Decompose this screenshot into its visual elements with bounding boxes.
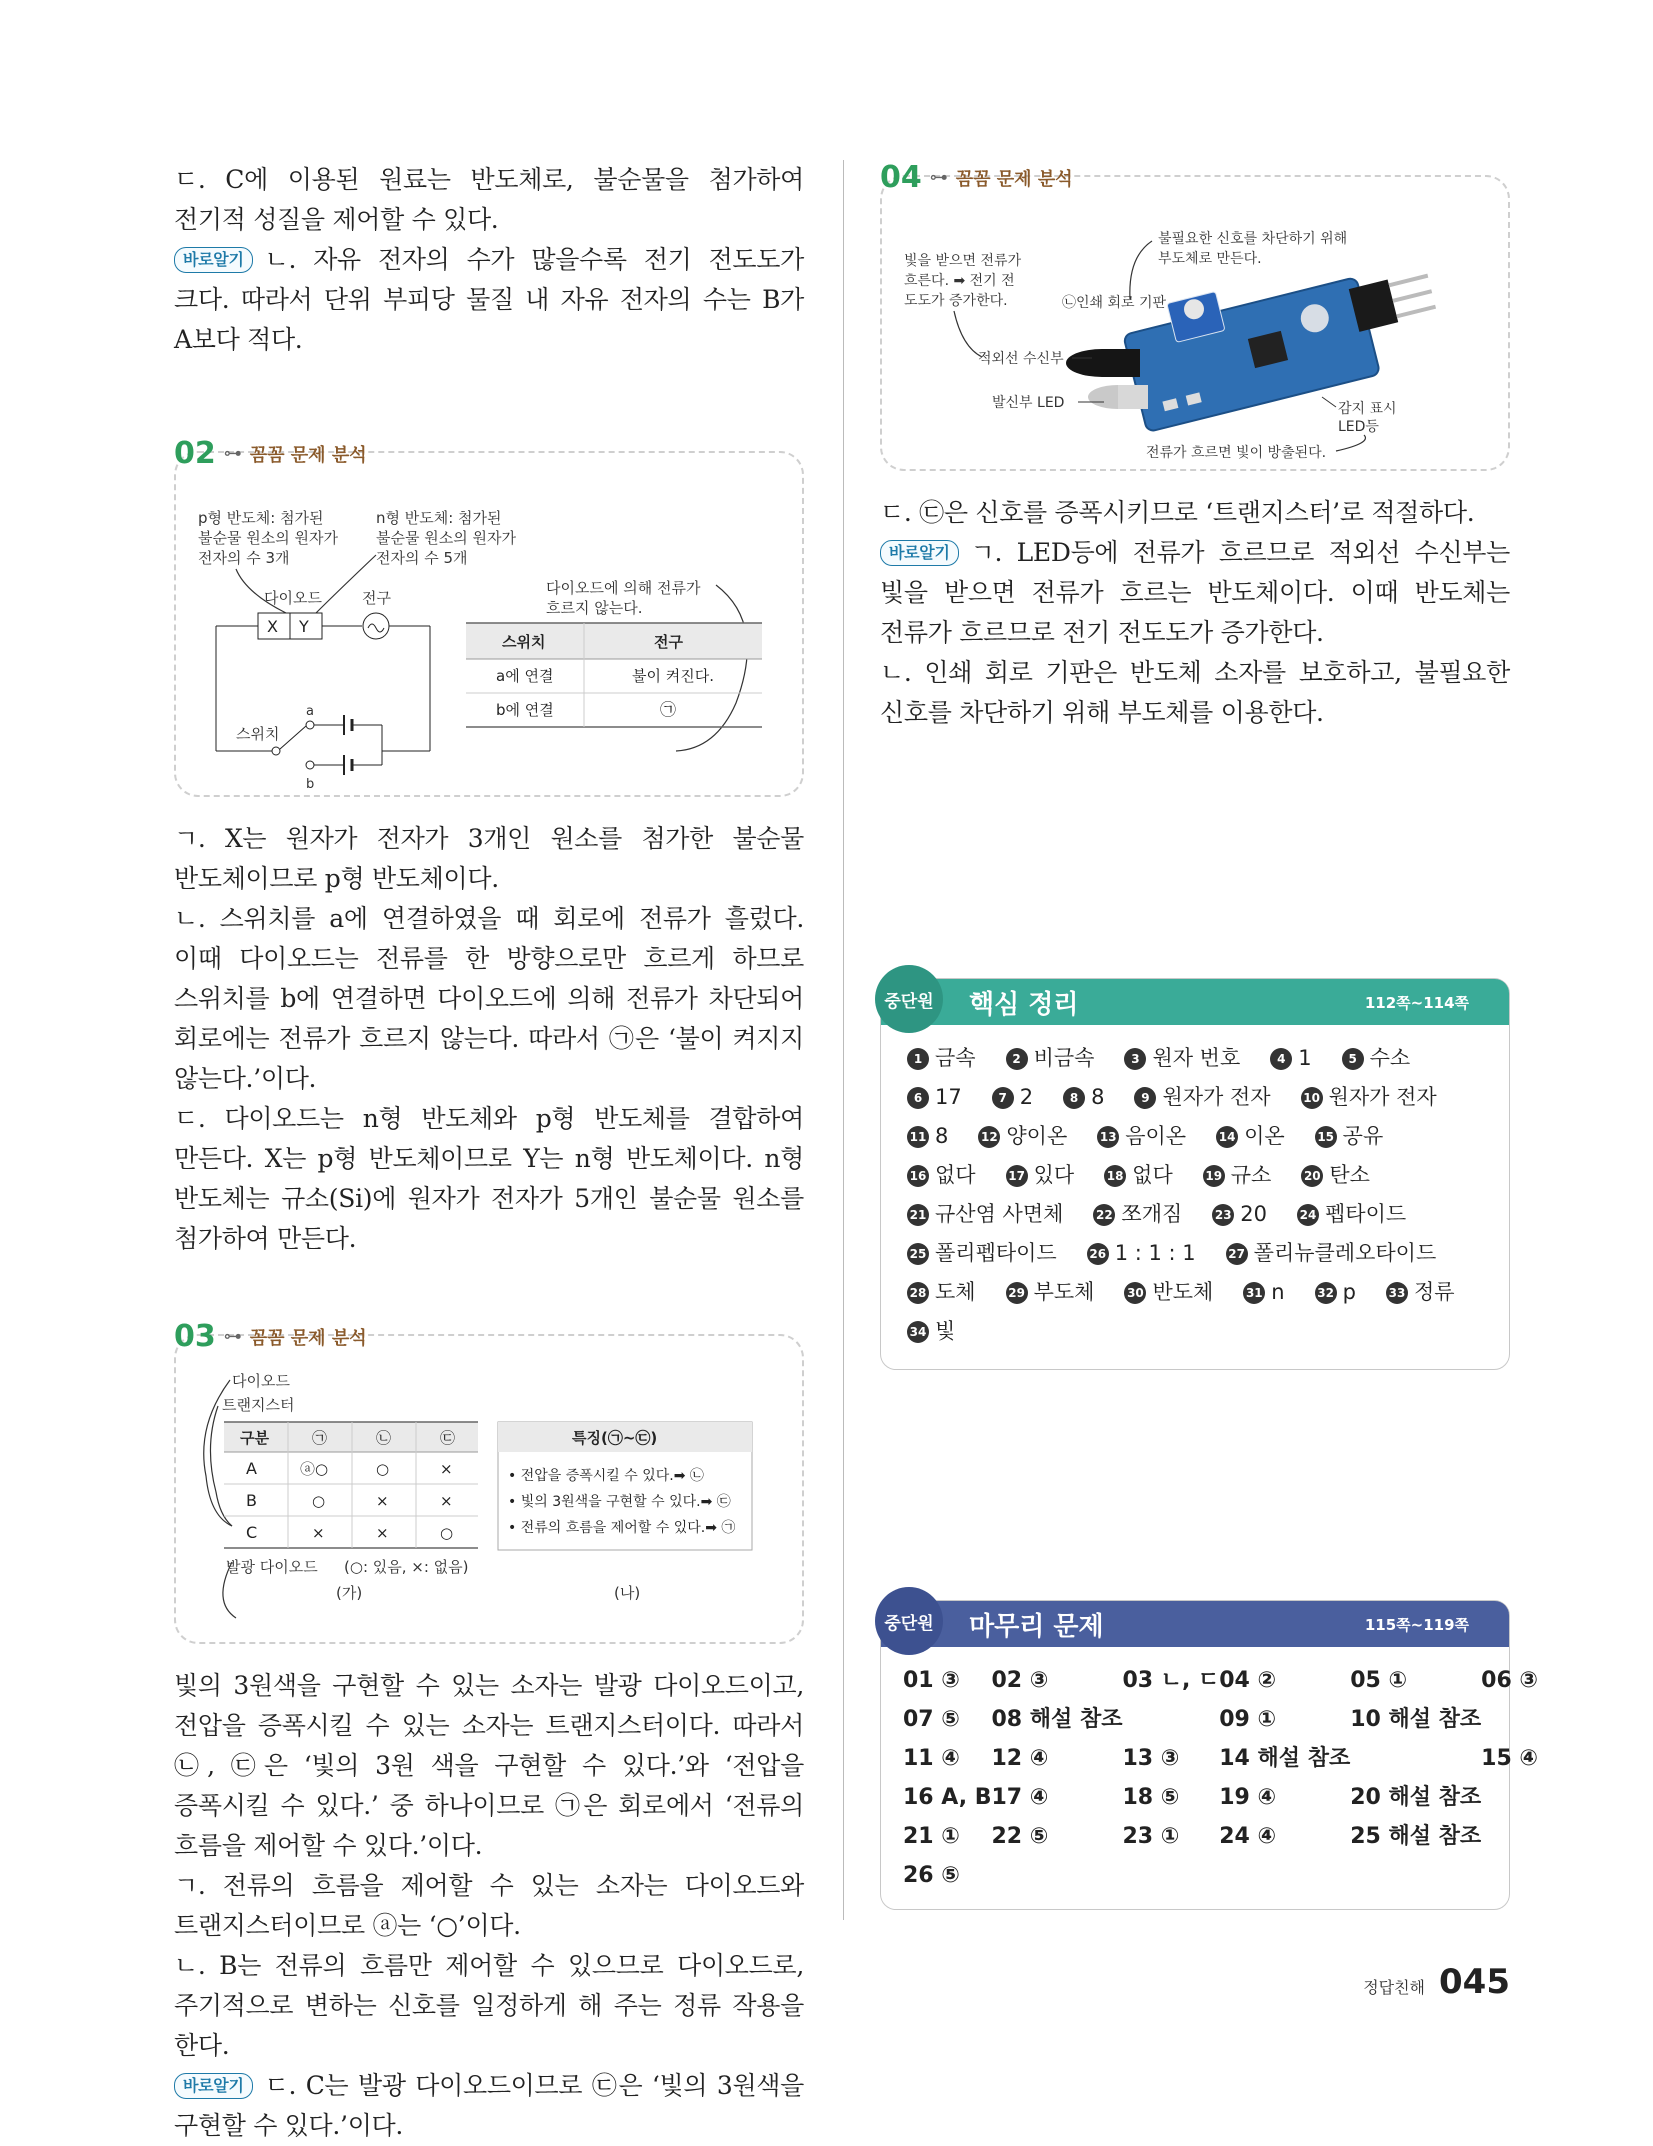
analysis-label: 꼼꼼 문제 분석 (249, 1327, 367, 1349)
answer-row (903, 1700, 1538, 1739)
summary-answer: 폴리뉴클레오타이드 (1253, 1241, 1437, 1265)
p-type-note-3: 전자의 수 3개 (198, 549, 290, 567)
summary-box (880, 978, 1510, 1370)
led-label: 발광 다이오드 (226, 1558, 318, 1576)
summary-answer: 규산염 사면체 (935, 1202, 1064, 1226)
summary-item (1104, 1156, 1173, 1195)
answer-cell (1481, 1817, 1538, 1856)
summary-item (1006, 1039, 1095, 1078)
summary-item (1216, 1117, 1285, 1156)
circled-number: 3 (1124, 1048, 1146, 1070)
analysis-box (174, 451, 804, 797)
paragraph-text: ㄱ. LED등에 전류가 흐르므로 적외선 수신부는 빛을 받으면 전류가 흐르는 반도체이다. 이때 반도체는 전류가 흐르므로 전기 전도도가 증가한다. (880, 538, 1510, 647)
summary-answer: 8 (1091, 1085, 1105, 1109)
page-footer (1363, 1962, 1510, 2002)
summary-item (1315, 1273, 1356, 1312)
circled-number: 34 (907, 1321, 929, 1343)
summary-item (1226, 1234, 1437, 1273)
feature-1: • 전압을 증폭시킬 수 있다.➡ ㉡ (508, 1468, 704, 1484)
summary-answer: 2 (1019, 1085, 1034, 1109)
component-table-figure (176, 1366, 802, 1646)
circled-number: 2 (1006, 1048, 1028, 1070)
paragraph: ㄷ. C에 이용된 원료는 반도체로, 불순물을 첨가하여 전기적 성질을 제어할 수 있다. (174, 165, 804, 234)
answer-cell (1122, 1700, 1219, 1739)
question-header (880, 160, 1510, 195)
answer-row (903, 1817, 1538, 1856)
summary-tag: 중단원 (875, 965, 943, 1033)
summary-answer: 공유 (1342, 1124, 1384, 1148)
summary-item (1063, 1078, 1104, 1117)
answer-cell (1350, 1739, 1481, 1778)
summary-item (1386, 1273, 1455, 1312)
paragraph-text: ㄷ. C는 발광 다이오드이므로 ㉢은 ‘빛의 3원색을 구현할 수 있다.’이다. (174, 2071, 804, 2140)
circled-number: 8 (1063, 1087, 1085, 1109)
table-cell: C (246, 1523, 258, 1542)
table-cell: × (440, 1492, 453, 1510)
answer-cell (1219, 1856, 1350, 1895)
answer-cell: 02 ③ (991, 1668, 1049, 1693)
n-type-note-3: 전자의 수 5개 (376, 549, 468, 567)
summary-item (1087, 1234, 1196, 1273)
circled-number: 32 (1315, 1282, 1337, 1304)
sensor-module-figure (882, 207, 1508, 473)
answer-cell: 18 ⑤ (1122, 1785, 1180, 1810)
light-note-3: 도도가 증가한다. (904, 293, 1008, 309)
paragraph: ㄴ. 인쇄 회로 기판은 반도체 소자를 보호하고, 불필요한 신호를 차단하기 위해 부도체를 이용한다. (880, 658, 1510, 727)
terminal-a: a (306, 704, 314, 719)
legend-label: (○: 있음, ×: 없음) (344, 1558, 469, 1576)
correction-badge: 바로알기 (174, 2073, 253, 2099)
summary-answer: 원자 번호 (1152, 1046, 1241, 1070)
circled-number: 7 (992, 1087, 1014, 1109)
circled-number: 30 (1124, 1282, 1146, 1304)
footer-label: 정답친해 (1363, 1978, 1426, 1997)
pcb-label: ㉡인쇄 회로 기판 (1062, 295, 1167, 311)
paragraph (880, 533, 1510, 653)
summary-answer: 도체 (935, 1280, 976, 1304)
summary-answer: 금속 (935, 1046, 976, 1070)
correction-badge: 바로알기 (880, 540, 959, 566)
answer-cell: 16 A, B (903, 1785, 992, 1810)
summary-item (1301, 1156, 1370, 1195)
summary-answer: 1 (1298, 1046, 1312, 1070)
analysis-label: 꼼꼼 문제 분석 (249, 444, 367, 466)
circuit-figure (176, 483, 802, 799)
diode-label: 다이오드 (264, 589, 322, 607)
summary-answer: 20 (1240, 1202, 1267, 1226)
question-number: 04 (880, 160, 922, 195)
circled-number: 6 (907, 1087, 929, 1109)
table-cell: B (246, 1491, 257, 1510)
feature-3: • 전류의 흐름을 제어할 수 있다.➡ ㉠ (508, 1520, 736, 1536)
explanation (174, 1666, 804, 2146)
answer-cell: 01 ③ (903, 1668, 960, 1693)
table-header: ㉠ (312, 1429, 328, 1447)
emitter-label: 발신부 LED (992, 395, 1065, 411)
answer-cell (992, 1856, 1123, 1895)
table-cell: 불이 켜진다. (632, 667, 714, 685)
circled-number: 14 (1216, 1126, 1238, 1148)
circled-number: 33 (1386, 1282, 1408, 1304)
p-type-note-2: 불순물 원소의 원자가 (198, 529, 338, 547)
summary-item (1124, 1273, 1213, 1312)
review-answers (881, 1647, 1539, 1909)
summary-item (907, 1039, 976, 1078)
summary-item (907, 1117, 948, 1156)
answer-cell: 24 ④ (1219, 1824, 1277, 1849)
note-line-2: 흐르지 않는다. (546, 599, 643, 617)
table-cell: ㉠ (660, 700, 677, 719)
summary-answer: 수소 (1369, 1046, 1411, 1070)
y-label: Y (299, 617, 309, 636)
circled-number: 27 (1226, 1243, 1248, 1265)
figure-ga: (가) (336, 1584, 363, 1602)
page-number: 045 (1439, 1962, 1510, 2002)
summary-answer: 쪼개짐 (1121, 1202, 1183, 1226)
table-cell: a에 연결 (496, 667, 554, 685)
table-cell: ○ (440, 1524, 454, 1542)
summary-answer: 8 (935, 1124, 949, 1148)
answer-table (903, 1661, 1538, 1895)
paragraph: ㄴ. B는 전류의 흐름만 제어할 수 있으므로 다이오드로, 주기적으로 변하는 신호를 일정하게 해 주는 정류 작용을 한다. (174, 1951, 804, 2060)
paragraph (174, 240, 804, 360)
summary-item (992, 1078, 1033, 1117)
block-note-1: 불필요한 신호를 차단하기 위해 (1158, 231, 1348, 247)
light-note-1: 빛을 받으면 전류가 (904, 253, 1022, 269)
answer-cell: 15 ④ (1481, 1746, 1539, 1771)
summary-answer: 없다 (935, 1163, 976, 1187)
answer-cell: 08 해설 참조 (991, 1707, 1123, 1732)
summary-item (907, 1312, 955, 1351)
answer-cell: 09 ① (1219, 1707, 1277, 1732)
n-type-note-1: n형 반도체: 첨가된 (376, 509, 502, 527)
summary-answer: 없다 (1132, 1163, 1173, 1187)
answer-cell: 12 ④ (991, 1746, 1049, 1771)
arrow-icon: ⊶ (223, 443, 242, 464)
summary-item (1270, 1039, 1311, 1078)
review-tag: 중단원 (875, 1587, 943, 1655)
circled-number: 10 (1301, 1087, 1323, 1109)
table-cell: A (246, 1459, 257, 1478)
summary-answer: 원자가 전자 (1162, 1085, 1271, 1109)
circled-number: 5 (1342, 1048, 1364, 1070)
table-cell: × (376, 1524, 389, 1542)
table-cell: b에 연결 (496, 701, 554, 719)
correction-badge: 바로알기 (174, 247, 253, 273)
answer-cell (1481, 1856, 1538, 1895)
circled-number: 17 (1006, 1165, 1028, 1187)
circled-number: 28 (907, 1282, 929, 1304)
summary-item (1006, 1156, 1075, 1195)
answer-cell: 07 ⑤ (903, 1707, 960, 1732)
circled-number: 4 (1270, 1048, 1292, 1070)
answer-cell: 13 ③ (1122, 1746, 1180, 1771)
answer-cell (1481, 1778, 1538, 1817)
review-title: 마무리 문제 (969, 1611, 1104, 1642)
summary-items (881, 1025, 1509, 1369)
feature-2: • 빛의 3원색을 구현할 수 있다.➡ ㉢ (508, 1494, 731, 1510)
table-cell: × (376, 1492, 389, 1510)
review-box (880, 1600, 1539, 1910)
summary-answer: 음이온 (1125, 1124, 1187, 1148)
answer-cell (1481, 1700, 1538, 1739)
sense-label-2: LED등 (1338, 419, 1379, 435)
circled-number: 19 (1203, 1165, 1225, 1187)
circled-number: 21 (907, 1204, 929, 1226)
answer-row (903, 1778, 1538, 1817)
answer-cell: 19 ④ (1219, 1785, 1277, 1810)
paragraph: ㄷ. ㉢은 신호를 증폭시키므로 ‘트랜지스터’로 적절하다. (880, 498, 1475, 527)
circled-number: 13 (1097, 1126, 1119, 1148)
summary-item (907, 1234, 1057, 1273)
summary-item (1243, 1273, 1284, 1312)
answer-cell: 23 ① (1122, 1824, 1180, 1849)
answer-cell (1350, 1856, 1481, 1895)
column-divider (843, 160, 844, 1920)
circled-number: 29 (1006, 1282, 1028, 1304)
emit-note: 전류가 흐르면 빛이 방출된다. (1146, 445, 1327, 461)
summary-item (1203, 1156, 1272, 1195)
terminal-b: b (306, 777, 315, 792)
question-02 (174, 436, 804, 1259)
circled-number: 31 (1243, 1282, 1265, 1304)
summary-item (1006, 1273, 1095, 1312)
paragraph (174, 2066, 804, 2146)
answer-cell: 17 ④ (991, 1785, 1049, 1810)
summary-answer: 폴리펩타이드 (935, 1241, 1057, 1265)
summary-item (1134, 1078, 1270, 1117)
summary-answer: 원자가 전자 (1328, 1085, 1437, 1109)
question-number: 02 (174, 436, 216, 471)
paragraph: ㄷ. 다이오드는 n형 반도체와 p형 반도체를 결합하여 만든다. X는 p형 반도체이므로 Y는 n형 반도체이다. n형 반도체는 규소(Si)에 원자가 전자가 5개인 불순물 원소를 첨가하여 만든다. (174, 1104, 804, 1253)
table-header-bulb: 전구 (654, 633, 683, 651)
summary-item (907, 1078, 962, 1117)
circled-number: 11 (907, 1126, 929, 1148)
explanation (174, 819, 804, 1259)
summary-answer: 펩타이드 (1325, 1202, 1407, 1226)
summary-pages: 112쪽~114쪽 (1364, 993, 1469, 1012)
circled-number: 15 (1315, 1126, 1337, 1148)
answer-row (903, 1661, 1538, 1700)
light-note-2: 흐른다. ➡ 전기 전 (904, 273, 1015, 289)
table-header: ㉢ (440, 1429, 456, 1447)
sense-label-1: 감지 표시 (1338, 401, 1397, 417)
question-number: 03 (174, 1319, 216, 1354)
answer-cell: 11 ④ (903, 1746, 960, 1771)
circled-number: 26 (1087, 1243, 1109, 1265)
summary-answer: 빛 (935, 1319, 956, 1343)
answer-cell: 06 ③ (1481, 1668, 1539, 1693)
circled-number: 9 (1134, 1087, 1156, 1109)
table-header: 구분 (240, 1429, 269, 1447)
summary-item (1297, 1195, 1406, 1234)
answer-cell: 21 ① (903, 1824, 960, 1849)
switch-label: 스위치 (236, 725, 280, 743)
question-04 (880, 160, 1510, 733)
summary-item (1093, 1195, 1182, 1234)
circled-number: 16 (907, 1165, 929, 1187)
summary-item (907, 1273, 976, 1312)
feature-header: 특징(㉠~㉢) (572, 1429, 658, 1447)
answer-cell: 14 해설 참조 (1219, 1746, 1351, 1771)
summary-answer: n (1271, 1280, 1285, 1304)
review-header (881, 1601, 1509, 1647)
summary-answer: 규소 (1230, 1163, 1272, 1187)
circled-number: 12 (978, 1126, 1000, 1148)
answer-row (903, 1856, 1538, 1895)
table-cell: ○ (376, 1460, 390, 1478)
circled-number: 24 (1297, 1204, 1319, 1226)
summary-answer: 부도체 (1033, 1280, 1095, 1304)
paragraph: ㄴ. 스위치를 a에 연결하였을 때 회로에 전류가 흘렀다. 이때 다이오드는 전류를 한 방향으로만 흐르게 하므로 스위치를 b에 연결하면 다이오드에 의해 전류가 차단되어 회로에는 전류가 흐르지 않는다. 따라서 ㉠은 ‘불이 켜지지 않는다.’이다. (174, 904, 804, 1093)
summary-item (1342, 1039, 1411, 1078)
summary-answer: 양이온 (1006, 1124, 1068, 1148)
table-cell: × (440, 1460, 453, 1478)
block-note-2: 부도체로 만든다. (1158, 251, 1262, 267)
answer-cell: 03 ㄴ, ㄷ (1122, 1668, 1220, 1693)
question-header (174, 1319, 804, 1354)
summary-item (907, 1195, 1063, 1234)
arrow-icon: ⊶ (929, 167, 948, 188)
arrow-icon: ⊶ (223, 1326, 242, 1347)
answer-cell: 05 ① (1350, 1668, 1408, 1693)
circled-number: 18 (1104, 1165, 1126, 1187)
summary-answer: 탄소 (1329, 1163, 1370, 1187)
answer-cell: 25 해설 참조 (1350, 1824, 1482, 1849)
diode-label: 다이오드 (232, 1372, 290, 1390)
circled-number: 25 (907, 1243, 929, 1265)
summary-answer: 반도체 (1152, 1280, 1214, 1304)
summary-item (1212, 1195, 1267, 1234)
circled-number: 1 (907, 1048, 929, 1070)
left-column (174, 160, 804, 2146)
paragraph: ㄱ. X는 원자가 전자가 3개인 원소를 첨가한 불순물 반도체이므로 p형 반도체이다. (174, 824, 804, 893)
summary-header (881, 979, 1509, 1025)
paragraph: ㄱ. 전류의 흐름을 제어할 수 있는 소자는 다이오드와 트랜지스터이므로 ⓐ는 ‘○’이다. (174, 1871, 804, 1940)
explanation (880, 493, 1510, 733)
paragraph-text: ㄴ. 자유 전자의 수가 많을수록 전기 전도도가 크다. 따라서 단위 부피당 물질 내 자유 전자의 수는 B가 A보다 적다. (174, 245, 804, 354)
answer-cell: 26 ⑤ (903, 1863, 960, 1888)
answer-cell: 20 해설 참조 (1350, 1785, 1482, 1810)
summary-item (1301, 1078, 1437, 1117)
summary-item (1315, 1117, 1384, 1156)
summary-answer: 17 (935, 1085, 962, 1109)
transistor-label: 트랜지스터 (222, 1396, 295, 1414)
analysis-box (880, 175, 1510, 471)
table-cell: ○ (312, 1492, 326, 1510)
circled-number: 20 (1301, 1165, 1323, 1187)
sensor-board (1118, 241, 1448, 432)
summary-item (1124, 1039, 1240, 1078)
x-label: X (267, 617, 278, 636)
analysis-box (174, 1334, 804, 1644)
summary-answer: 1 : 1 : 1 (1114, 1241, 1196, 1265)
figure-na: (나) (614, 1584, 641, 1602)
table-cell: ⓐ○ (300, 1460, 329, 1478)
right-column (880, 160, 1510, 733)
paragraph: 빛의 3원색을 구현할 수 있는 소자는 발광 다이오드이고, 전압을 증폭시킬 수 있는 소자는 트랜지스터이다. 따라서 ㉡, ㉢은 ‘빛의 3원 색을 구현할 수 있다.’와 ‘전압을 증폭시킬 수 있다.’ 중 하나이므로 ㉠은 회로에서 ‘전류의 흐름을 제어할 수 있다.’이다. (174, 1671, 804, 1860)
summary-item (1097, 1117, 1186, 1156)
table-header-switch: 스위치 (502, 633, 546, 651)
p-type-note-1: p형 반도체: 첨가된 (198, 509, 324, 527)
review-pages: 115쪽~119쪽 (1364, 1615, 1469, 1634)
summary-answer: 비금속 (1033, 1046, 1095, 1070)
answer-cell: 10 해설 참조 (1350, 1707, 1482, 1732)
summary-item (978, 1117, 1067, 1156)
question-03 (174, 1319, 804, 2146)
receiver-label: 적외선 수신부 (978, 351, 1064, 367)
summary-answer: 정류 (1413, 1280, 1455, 1304)
n-type-note-2: 불순물 원소의 원자가 (376, 529, 516, 547)
circled-number: 22 (1093, 1204, 1115, 1226)
analysis-label: 꼼꼼 문제 분석 (955, 168, 1073, 190)
summary-item (907, 1156, 976, 1195)
answer-cell: 04 ② (1219, 1668, 1277, 1693)
table-cell: × (312, 1524, 325, 1542)
summary-answer: 있다 (1033, 1163, 1075, 1187)
circled-number: 23 (1212, 1204, 1234, 1226)
table-header: ㉡ (376, 1429, 392, 1447)
summary-title: 핵심 정리 (969, 989, 1079, 1020)
note-line-1: 다이오드에 의해 전류가 (546, 579, 701, 597)
summary-answer: 이온 (1244, 1124, 1285, 1148)
answer-cell: 22 ⑤ (991, 1824, 1049, 1849)
answer-cell (1122, 1856, 1219, 1895)
question-header (174, 436, 804, 471)
summary-answer: p (1342, 1280, 1356, 1304)
bulb-label: 전구 (362, 589, 391, 607)
answer-row (903, 1739, 1538, 1778)
